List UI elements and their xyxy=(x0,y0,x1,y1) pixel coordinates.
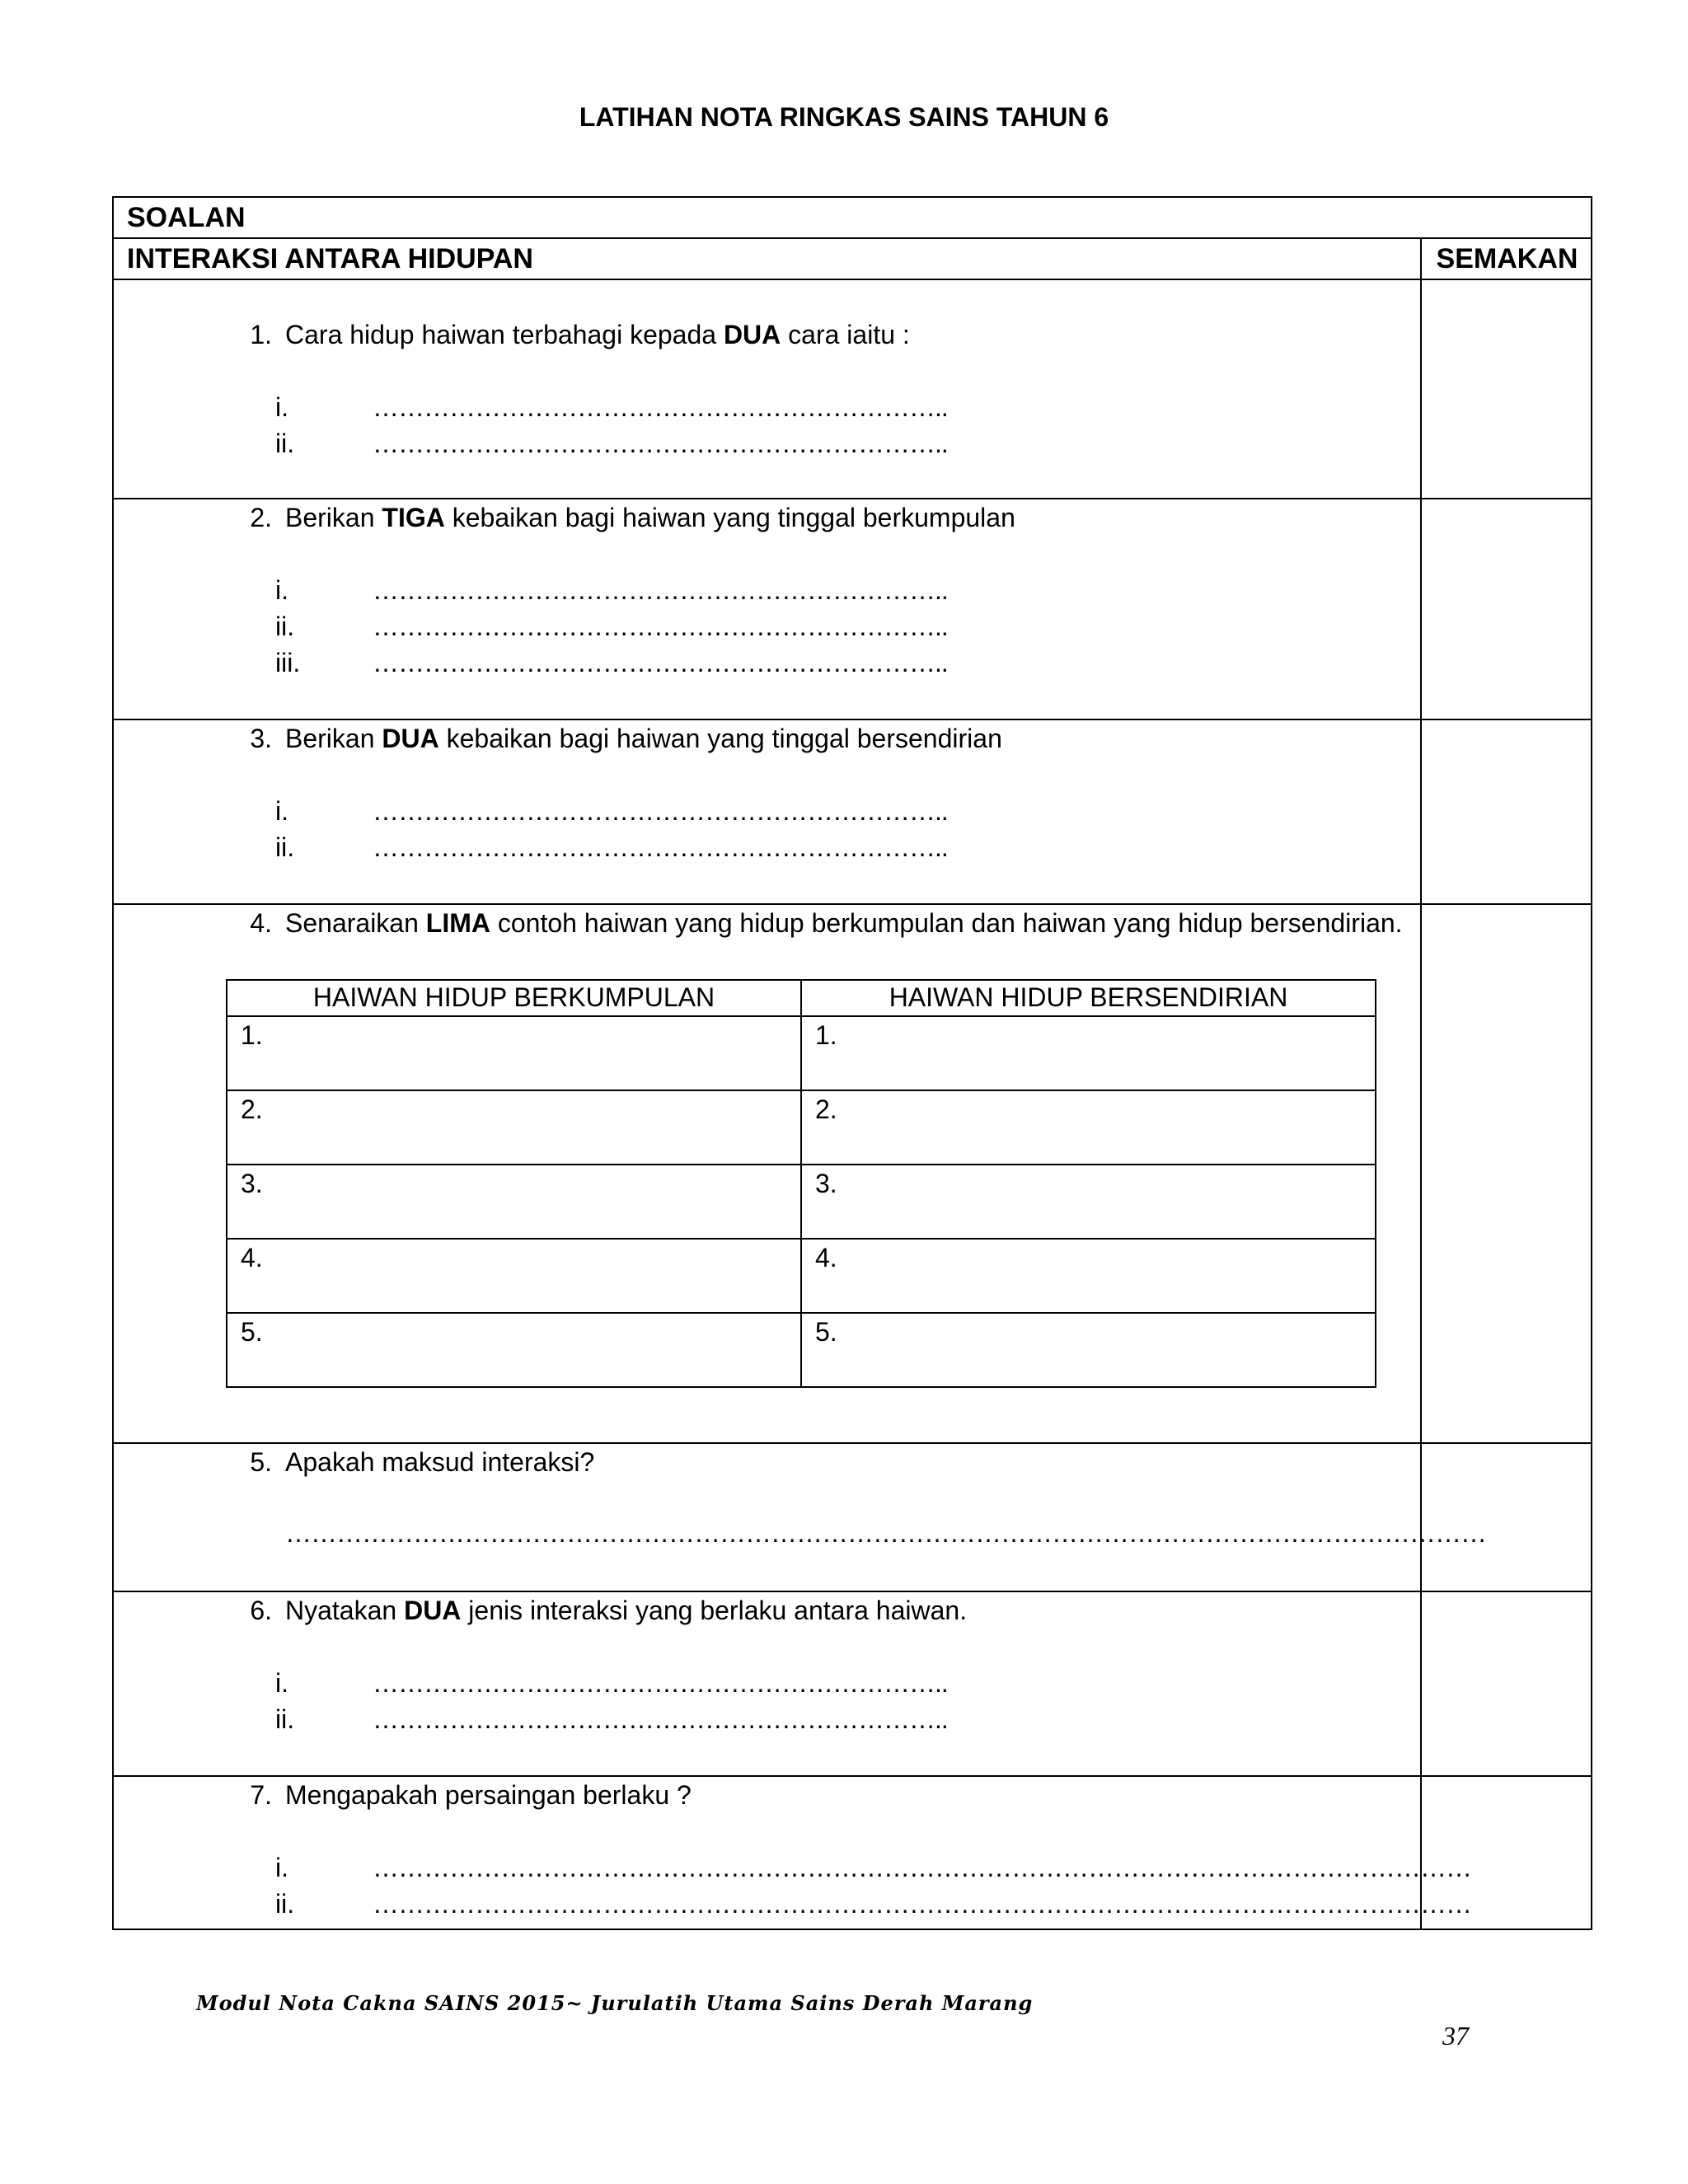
worksheet-table xyxy=(112,196,1592,1930)
answer-cell[interactable]: 3. xyxy=(227,1165,801,1239)
semakan-cell[interactable] xyxy=(1423,720,1591,903)
table-row xyxy=(227,1016,1376,1090)
answer-cell[interactable]: 2. xyxy=(801,1090,1376,1165)
question-row-3: 3. Berikan DUA kebaikan bagi haiwan yang tinggal bersendirian i. ………………………………………………………….. ii. ………………………………………………………….. xyxy=(114,720,1591,905)
table-row xyxy=(227,1313,1376,1387)
soalan-label: SOALAN xyxy=(127,202,246,233)
question-row-5: 5. Apakah maksud interaksi? …………………………………………………………………………………………………………………………… xyxy=(114,1444,1591,1592)
answer-line[interactable]: …………………………………………………………………………………………………………………………… xyxy=(285,1518,1486,1548)
question-number: 2. xyxy=(250,503,272,532)
semakan-label: SEMAKAN xyxy=(1436,243,1578,274)
answer-cell[interactable]: 2. xyxy=(227,1090,801,1165)
footer-text: Modul Nota Cakna SAINS 2015~ Jurulatih Utama Sains Derah Marang xyxy=(196,1991,1034,2015)
topic-label: INTERAKSI ANTARA HIDUPAN xyxy=(127,243,533,274)
answer-cell[interactable]: 4. xyxy=(801,1239,1376,1313)
semakan-cell[interactable] xyxy=(1423,1444,1591,1591)
answer-cell[interactable]: 5. xyxy=(801,1313,1376,1387)
semakan-cell[interactable] xyxy=(1423,1592,1591,1775)
animal-table-header xyxy=(227,980,1376,1016)
question-number: 1. xyxy=(250,320,272,349)
question-number: 5. xyxy=(250,1447,272,1477)
col-berkumpulan: HAIWAN HIDUP BERKUMPULAN xyxy=(227,980,801,1016)
table-row xyxy=(227,1239,1376,1313)
semakan-cell[interactable] xyxy=(1423,905,1591,1442)
question-number: 4. xyxy=(250,908,272,938)
table-row xyxy=(227,1165,1376,1239)
question-row-2: 2. Berikan TIGA kebaikan bagi haiwan yang tinggal berkumpulan i. ………………………………………………………….. ii. ………………………………………………………….. iii. ………………………………………………………….. xyxy=(114,499,1591,720)
semakan-cell[interactable] xyxy=(1423,280,1591,498)
answer-cell[interactable]: 3. xyxy=(801,1165,1376,1239)
question-row-1: 1. Cara hidup haiwan terbahagi kepada DUA cara iaitu : i. ………………………………………………………….. ii. ………………………………………………………….. xyxy=(114,280,1591,499)
soalan-header-row xyxy=(114,198,1591,239)
semakan-cell[interactable] xyxy=(1423,1777,1591,1929)
topic-header-row xyxy=(114,239,1591,280)
answer-cell[interactable]: 4. xyxy=(227,1239,801,1313)
table-row xyxy=(227,1090,1376,1165)
question-row-4: 4. Senaraikan LIMA contoh haiwan yang hidup berkumpulan dan haiwan yang hidup bersendirian. HAIWAN HIDUP BERKUMPULAN HAIWAN HIDUP BERSENDIRIAN 1. 1. 2. 2. 3. 3. 4. 4. 5. 5. xyxy=(114,905,1591,1444)
answer-cell[interactable]: 1. xyxy=(801,1016,1376,1090)
answer-cell[interactable]: 1. xyxy=(227,1016,801,1090)
topic-cell xyxy=(114,239,1422,279)
question-number: 7. xyxy=(250,1780,272,1810)
question-row-7: 7. Mengapakah persaingan berlaku ? i. ………………………………………………………………………………………………………………… ii. ………………………………………………………………………………………………………………… xyxy=(114,1777,1591,1929)
semakan-header-cell xyxy=(1423,239,1591,279)
question-number: 3. xyxy=(250,724,272,753)
semakan-cell[interactable] xyxy=(1423,499,1591,719)
animal-table xyxy=(226,979,1376,1388)
answer-cell[interactable]: 5. xyxy=(227,1313,801,1387)
page-number: 37 xyxy=(1442,2021,1469,2050)
col-bersendirian: HAIWAN HIDUP BERSENDIRIAN xyxy=(801,980,1376,1016)
question-row-6: 6. Nyatakan DUA jenis interaksi yang berlaku antara haiwan. i. ………………………………………………………….. ii. ………………………………………………………….. xyxy=(114,1592,1591,1777)
question-number: 6. xyxy=(250,1596,272,1625)
page-title: LATIHAN NOTA RINGKAS SAINS TAHUN 6 xyxy=(579,102,1109,132)
